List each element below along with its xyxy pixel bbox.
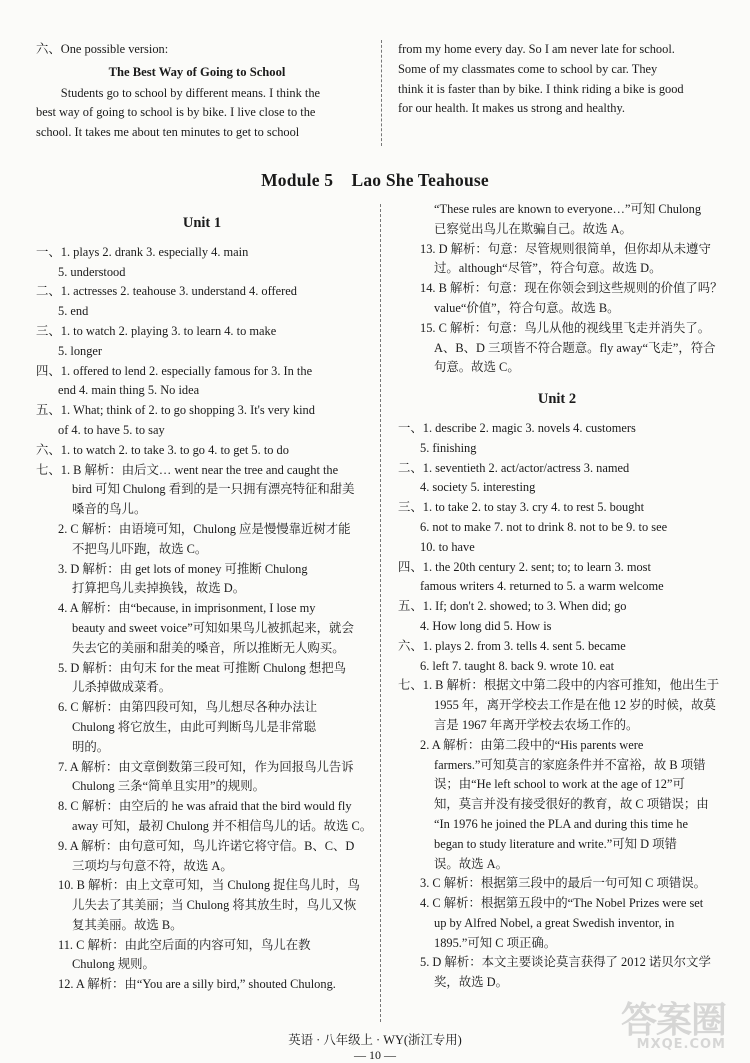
answer-line: 7. A 解析：由文章倒数第三段可知，作为回报鸟儿告诉: [58, 759, 354, 774]
answer-line: 误。故选 A。: [434, 856, 508, 871]
answer-line: 七、1. B 解析：根据文中第二段中的内容可推知，他出生于: [398, 678, 720, 693]
answer-line: 15. C 解析：句意：鸟儿从他的视线里飞走并消失了。: [420, 320, 711, 335]
essay-right-column: [398, 40, 716, 119]
page-number: — 10 —: [354, 1048, 396, 1062]
answer-line: 5. longer: [58, 343, 103, 358]
essay-line: think it is faster than by bike. I think riding a bike is good: [398, 81, 684, 96]
column-divider-main: [380, 204, 381, 1022]
answer-line: 七、1. B 解析：由后文… went near the tree and caught the: [36, 462, 339, 477]
answer-line: 失去它的美丽和甜美的嗓音，所以推断无人购买。: [72, 640, 345, 655]
answer-line: of 4. to have 5. to say: [58, 422, 165, 437]
watermark-url: MXQE.COM: [636, 1037, 726, 1052]
answer-line: 4. How long did 5. How is: [420, 618, 552, 633]
answer-line: 四、1. the 20th century 2. sent; to; to learn 3. most: [398, 559, 651, 574]
book-label: 英语 · 八年级上 · WY(浙江专用): [288, 1033, 462, 1047]
answer-line: 复其美丽。故选 B。: [72, 917, 183, 932]
answer-line: 打算把鸟儿卖掉换钱，故选 D。: [72, 581, 246, 596]
answer-line: 11. C 解析：由此空后面的内容可知，鸟儿在教: [58, 937, 311, 952]
watermark-logo: [621, 992, 726, 1052]
answer-line: beauty and sweet voice”可知如果鸟儿被抓起来，就会: [72, 620, 354, 635]
answer-line: end 4. main thing 5. No idea: [58, 383, 200, 398]
answer-line: 三、1. to take 2. to stay 3. cry 4. to rest 5. bought: [398, 500, 645, 515]
answer-line: 明的。: [72, 739, 110, 754]
answer-line: 14. B 解析：句意：现在你领会到这些规则的价值了吗？: [420, 281, 723, 296]
answer-line: 5. end: [58, 304, 89, 319]
module-title: Module 5 Lao She Teahouse: [261, 170, 489, 190]
unit2-answers: [398, 419, 720, 993]
answer-line: 6. not to make 7. not to drink 8. not to be 9. to see: [420, 519, 668, 534]
essay-line: Students go to school by different means. I think the: [60, 85, 321, 100]
essay-line: best way of going to school is by bike. I live close to the: [36, 105, 316, 120]
answer-line: 5. D 解析：由句末 for the meat 可推断 Chulong 想把鸟: [58, 660, 347, 675]
answer-line: 误；由“He left school to work at the age of 12”可: [434, 777, 685, 792]
answer-line: farmers.”可知莫言的家庭条件并不富裕，故 B 项错: [434, 757, 706, 772]
essay-line: school. It takes me about ten minutes to get to school: [36, 125, 300, 140]
watermark-text: 答案圈: [620, 1000, 726, 1041]
answer-line: 12. A 解析：由“You are a silly bird,” shouted Chulong.: [58, 977, 336, 992]
answer-line: Chulong 规则。: [72, 957, 155, 972]
answer-line: 1955 年，离开学校去工作是在他 12 岁的时候，故莫: [434, 698, 716, 713]
unit2-title: Unit 2: [537, 391, 577, 408]
answer-line: 4. society 5. interesting: [420, 480, 536, 495]
answer-line: 过。although“尽管”，符合句意。故选 D。: [434, 261, 662, 276]
answer-line: up by Alfred Nobel, a great Swedish inventor, in: [434, 915, 675, 930]
answer-line: 已察觉出鸟儿在欺骗自己。故选 A。: [434, 221, 632, 236]
answer-line: 六、1. to watch 2. to take 3. to go 4. to get 5. to do: [36, 442, 289, 457]
answer-line: 3. D 解析：由 get lots of money 可推断 Chulong: [58, 561, 308, 576]
answer-line: 2. A 解析：由第二段中的“His parents were: [420, 737, 644, 752]
answer-line: 6. left 7. taught 8. back 9. wrote 10. eat: [420, 658, 615, 673]
answer-line: 知，莫言并没有接受很好的教育，故 C 项错误；由: [434, 797, 709, 812]
answer-line: 4. C 解析：根据第五段中的“The Nobel Prizes were set: [420, 896, 704, 911]
unit1-column: [36, 214, 373, 995]
answer-line: away 可知，最初 Chulong 并不相信鸟儿的话。故选 C。: [72, 818, 373, 833]
answer-line: 儿失去了其美丽；当 Chulong 将其放生时，鸟儿又恢: [72, 898, 357, 913]
answer-line: 五、1. If; don't 2. showed; to 3. When did; go: [398, 599, 627, 614]
answer-line: 4. A 解析：由“because, in imprisonment, I lose my: [58, 601, 316, 616]
answer-line: A、B、D 三项皆不符合题意。fly away“飞走”，符合: [434, 340, 716, 355]
answer-line: 六、1. plays 2. from 3. tells 4. sent 5. became: [398, 638, 626, 653]
unit1-continued-answers: [398, 200, 723, 378]
answer-line: Chulong 将它放生，由此可判断鸟儿是非常聪: [72, 719, 317, 734]
answer-line: 三、1. to watch 2. playing 3. to learn 4. to make: [36, 323, 277, 338]
answer-line: 句意。故选 C。: [434, 360, 520, 375]
answer-line: 1895.”可知 C 项正确。: [434, 935, 557, 950]
essay-intro: 六、One possible version:: [36, 42, 169, 56]
answer-line: 10. B 解析：由上文章可知，当 Chulong 捉住鸟儿时，鸟: [58, 878, 360, 893]
answer-line: 3. C 解析：根据第三段中的最后一句可知 C 项错误。: [420, 876, 707, 891]
essay-left-column: [36, 40, 358, 143]
answer-line: 10. to have: [420, 539, 475, 554]
answer-line: value“价值”，符合句意。故选 B。: [434, 300, 620, 315]
answer-line: 二、1. actresses 2. teahouse 3. understand 4. offered: [36, 284, 297, 299]
essay-line: from my home every day. So I am never late for school.: [398, 42, 675, 56]
answer-line: 奖，故选 D。: [434, 975, 508, 990]
answer-line: 不把鸟儿吓跑，故选 C。: [72, 541, 208, 556]
answer-line: 6. C 解析：由第四段可知，鸟儿想尽各种办法让: [58, 700, 318, 715]
answer-line: 一、1. describe 2. magic 3. novels 4. customers: [398, 420, 636, 435]
column-divider-top: [381, 40, 382, 146]
answer-line: Chulong 三条“简单且实用”的规则。: [72, 779, 266, 794]
essay-title: The Best Way of Going to School: [108, 64, 286, 79]
answer-line: famous writers 4. returned to 5. a warm welcome: [420, 579, 664, 594]
answer-line: 5. understood: [58, 264, 126, 279]
answer-line: 13. D 解析：句意：尽管规则很简单，但你却从未遵守: [420, 241, 711, 256]
answer-line: 一、1. plays 2. drank 3. especially 4. main: [36, 244, 249, 259]
essay-line: for our health. It makes us strong and healthy.: [398, 101, 625, 116]
answer-line: 嗓音的鸟儿。: [72, 502, 147, 517]
answer-line: 2. C 解析：由语境可知，Chulong 应是慢慢靠近树才能: [58, 521, 351, 536]
answer-line: began to study literature and write.”可知 D 项错: [434, 836, 677, 851]
answer-line: 儿杀掉做成菜肴。: [72, 680, 172, 695]
answer-line: 二、1. seventieth 2. act/actor/actress 3. named: [398, 460, 630, 475]
answer-line: 9. A 解析：由句意可知，鸟儿许诺它将守信。B、C、D: [58, 838, 355, 853]
answer-line: 8. C 解析：由空后的 he was afraid that the bird would fly: [58, 799, 352, 814]
answer-line: 三项均与句意不符，故选 A。: [72, 858, 233, 873]
answer-line: “These rules are known to everyone…”可知 Chulong: [434, 202, 702, 216]
essay-line: Some of my classmates come to school by car. They: [398, 61, 658, 76]
right-answer-column: [398, 200, 723, 993]
unit1-answers: [36, 243, 373, 995]
unit1-title: Unit 1: [182, 215, 222, 231]
answer-line: 五、1. What; think of 2. to go shopping 3. It's very kind: [36, 403, 315, 418]
answer-line: 四、1. offered to lend 2. especially famous for 3. In the: [36, 363, 313, 378]
answer-line: bird 可知 Chulong 看到的是一只拥有漂亮特征和甜美: [72, 482, 355, 497]
answer-line: 言是 1967 年离开学校去农场工作的。: [434, 717, 639, 732]
answer-line: 5. D 解析：本文主要谈论莫言获得了 2012 诺贝尔文学: [420, 955, 711, 970]
answer-line: “In 1976 he joined the PLA and during this time he: [434, 816, 688, 831]
answer-line: 5. finishing: [420, 440, 477, 455]
